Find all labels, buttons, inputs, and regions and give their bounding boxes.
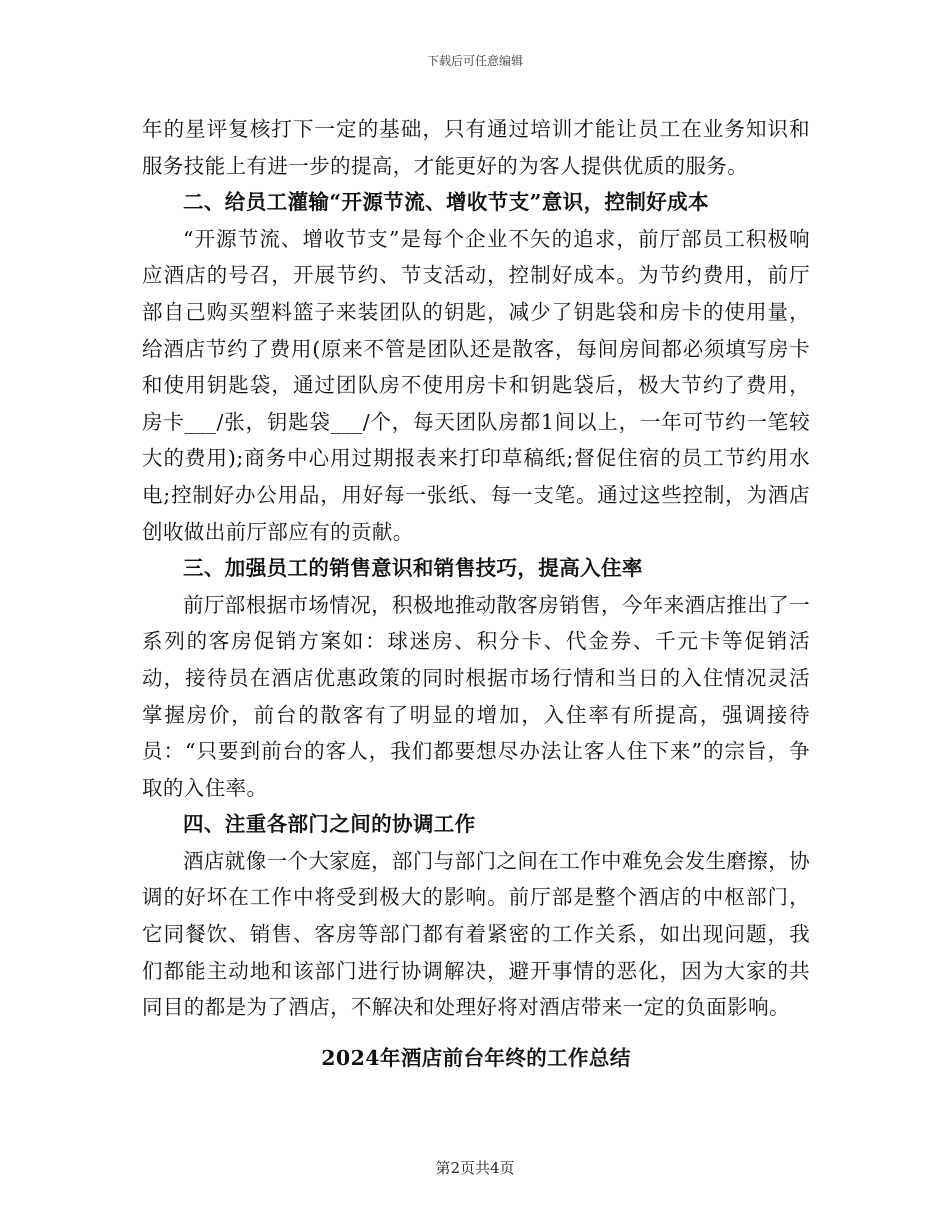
page-footer: 第2页共4页 [435, 1159, 515, 1177]
document-body [142, 111, 810, 1076]
paragraph-training-conclusion: 年的星评复核打下一定的基础，只有通过培训才能让员工在业务知识和服务技能上有进一步的提高，才能更好的为客人提供优质的服务。 [142, 117, 810, 178]
page-header: 下载后可任意编辑 [426, 54, 523, 68]
section-heading-cost-control: 二、给员工灌输“开源节流、增收节支”意识，控制好成本 [183, 190, 709, 215]
paragraph-cost-control: “开源节流、增收节支”是每个企业不矢的追求，前厅部员工积极响应酒店的号召，开展节约、节支活动，控制好成本。为节约费用，前厅部自己购买塑料篮子来装团队的钥匙，减少了钥匙袋和房卡的使用量，给酒店节约了费用(原来不管是团队还是散客，每间房间都必须填写房卡和使用钥匙袋，通过团队房不使用房卡和钥匙袋后，极大节约了费用，房卡___/张，钥匙袋___/个，每天团队房都1间以上，一年可节约一笔较大的费用);商务中心用过期报表来打印草稿纸;督促住宿的员工节约用水电;控制好办公用品，用好每一张纸、每一支笔。通过这些控制，为酒店创收做出前厅部应有的贡献。 [142, 226, 810, 544]
section-heading-sales: 三、加强员工的销售意识和销售技巧，提高入住率 [183, 556, 643, 581]
paragraph-sales: 前厅部根据市场情况，积极地推动散客房销售，今年来酒店推出了一系列的客房促销方案如：球迷房、积分卡、代金券、千元卡等促销活动，接待员在酒店优惠政策的同时根据市场行情和当日的入住情况灵活掌握房价，前台的散客有了明显的增加，入住率有所提高，强调接待员：“只要到前台的客人，我们都要想尽办法让客人住下来”的宗旨，争取的入住率。 [142, 592, 810, 800]
section-heading-coordination: 四、注重各部门之间的协调工作 [183, 812, 476, 837]
document-title: 2024年酒店前台年终的工作总结 [321, 1045, 631, 1070]
paragraph-coordination: 酒店就像一个大家庭，部门与部门之间在工作中难免会发生磨擦，协调的好坏在工作中将受到极大的影响。前厅部是整个酒店的中枢部门，它同餐饮、销售、客房等部门都有着紧密的工作关系，如出现问题，我们都能主动地和该部门进行协调解决，避开事情的恶化，因为大家的共同目的都是为了酒店，不解决和处理好将对酒店带来一定的负面影响。 [142, 848, 810, 1020]
